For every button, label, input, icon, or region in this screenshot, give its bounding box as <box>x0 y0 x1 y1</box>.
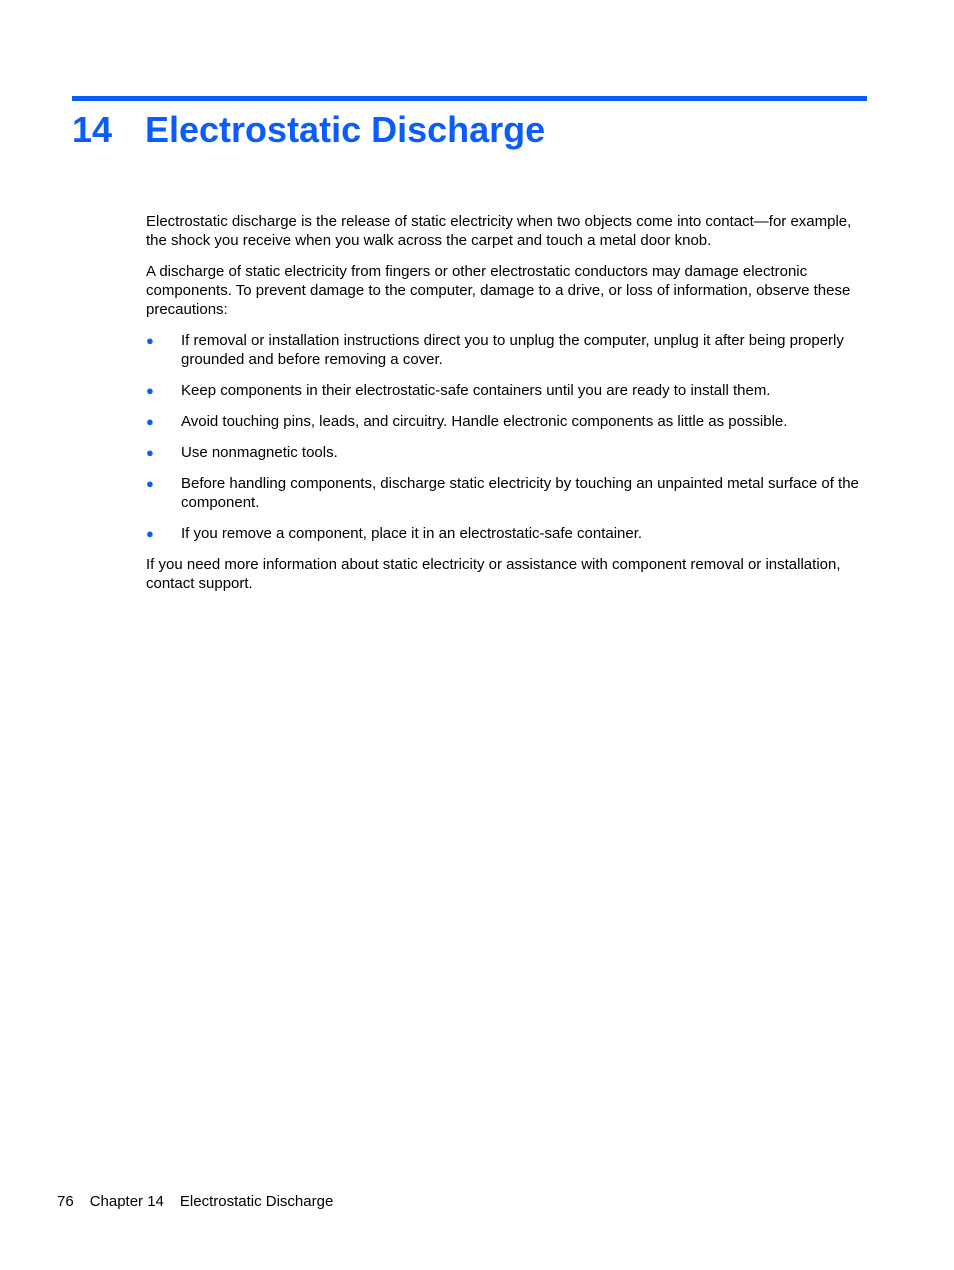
bullet-icon: ● <box>146 414 154 429</box>
list-item-text: Keep components in their electrostatic-safe containers until you are ready to install them. <box>181 382 771 399</box>
list-item-text: Use nonmagnetic tools. <box>181 444 338 461</box>
list-item-text: Before handling components, discharge static electricity by touching an unpainted metal surface of the component. <box>181 475 859 511</box>
footer-chapter-title: Electrostatic Discharge <box>179 1193 334 1210</box>
list-item-text: If removal or installation instructions direct you to unplug the computer, unplug it after being properly grounded and before removing a cover. <box>181 332 844 368</box>
page-number: 76 <box>57 1193 74 1210</box>
closing-paragraph: If you need more information about static electricity or assistance with component removal or installation, contact support. <box>146 556 841 592</box>
list-item <box>146 331 868 369</box>
intro-paragraph: Electrostatic discharge is the release of static electricity when two objects come into contact—for example, the shock you receive when you walk across the carpet and touch a metal door knob. <box>146 213 852 249</box>
precautions-list <box>146 331 868 543</box>
precautions-intro-paragraph: A discharge of static electricity from fingers or other electrostatic conductors may damage electronic components. To prevent damage to the computer, damage to a drive, or loss of information, observe these precautions: <box>146 263 851 318</box>
list-item-text: Avoid touching pins, leads, and circuitry. Handle electronic components as little as possible. <box>181 413 788 430</box>
list-item <box>146 524 868 543</box>
body-content <box>146 212 868 605</box>
chapter-rule <box>72 96 867 101</box>
chapter-number: 14 <box>72 109 113 150</box>
footer-chapter-label: Chapter 14 <box>89 1193 164 1210</box>
list-item-text: If you remove a component, place it in an electrostatic-safe container. <box>181 525 643 542</box>
list-item <box>146 381 868 400</box>
bullet-icon: ● <box>146 476 154 491</box>
page-footer <box>57 1192 333 1211</box>
list-item <box>146 474 868 512</box>
chapter-title: Electrostatic Discharge <box>145 109 546 150</box>
bullet-icon: ● <box>146 445 154 460</box>
list-item <box>146 443 868 462</box>
bullet-icon: ● <box>146 526 154 541</box>
bullet-icon: ● <box>146 333 154 348</box>
chapter-heading <box>72 106 545 154</box>
list-item <box>146 412 868 431</box>
bullet-icon: ● <box>146 383 154 398</box>
